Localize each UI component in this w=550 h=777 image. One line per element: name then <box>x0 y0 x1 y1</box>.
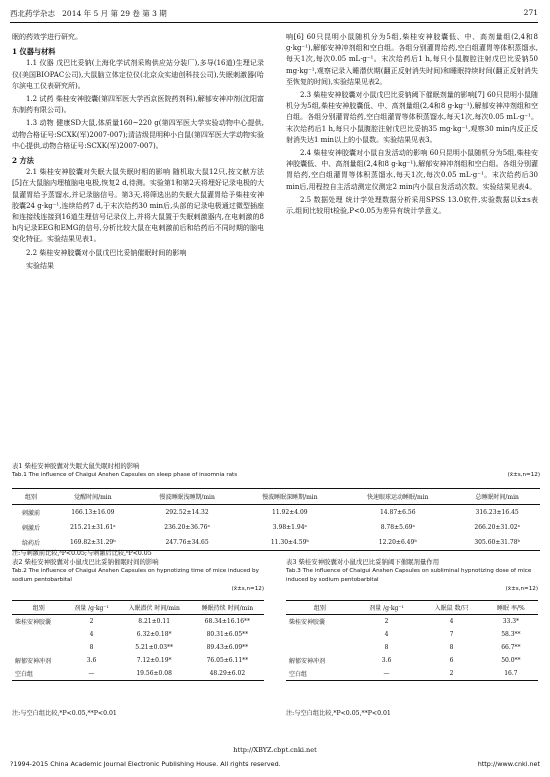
table-header-cell: 组别 <box>12 489 50 505</box>
table-cell: 6.32±0.18* <box>136 631 172 638</box>
table-cell: 4 <box>89 631 94 638</box>
paragraph: 响[6] 60只昆明小鼠随机分为5组,柴桂安神胶囊低、中、高剂量组(2,4和8 g·kg⁻¹),解郁安神冲剂组和空白组。各组分别灌胃给药,空白组灌胃等体积蒸馏水,每天1次,每次0.05 mL·g⁻¹。末次给药后1 h,每只小鼠腹腔注射戊巴比妥钠50 mg·kg⁻¹,观察记录入睡潜伏期(翻正反射消失时间)和睡眠持续时间(翻正反射消失至恢复的时间),实验结果见表2。 <box>286 33 538 86</box>
table-cell: 柴桂安神胶囊 <box>289 619 326 626</box>
table2-caption-en: Tab.2 The influence of Chaigui Anshen Capsules on hypnotizing time of mice induced by sodium pentobarbital <box>12 568 259 583</box>
table2-caption <box>12 558 264 594</box>
table-cell: 8 <box>449 644 454 651</box>
paragraph: 眠的药效学进行研究。 <box>12 33 82 41</box>
table-cell: 14.87±6.56 <box>379 509 416 516</box>
table-cell: 169.82±31.29ᵇ <box>50 535 136 551</box>
table2-stat: (x̄±s,n=12) <box>231 586 264 592</box>
table1-note: 注:与刺激前比较,ᵃP<0.05;与刺激后比较,ᵇP<0.05 <box>12 550 152 557</box>
table1-caption-en: Tab.1 The influence of Chaigui Anshen Capsules on sleep phase of insomnia rats (x̄±s,n=12) <box>12 472 540 478</box>
table-cell: 305.60±31.78ᵇ <box>454 535 540 551</box>
table-cell: 76.05±6.11** <box>206 657 249 664</box>
table-cell <box>12 628 66 641</box>
table-cell: 3.98±1.94ᵃ <box>272 524 307 531</box>
table-cell: 12.20±6.49ᵇ <box>341 535 454 551</box>
table-cell: 215.21±31.61ᵃ <box>70 524 116 531</box>
table-cell: 3.6 <box>86 657 97 664</box>
table-cell: 解郁安神冲剂 <box>289 658 326 665</box>
table-cell: 8 <box>384 644 389 651</box>
table-row <box>12 667 264 681</box>
table-cell: 柴桂安神胶囊 <box>15 619 52 626</box>
table3-caption <box>286 558 538 594</box>
table-header-cell: 慢波睡眠浅睡期/min <box>136 489 239 505</box>
table-cell: 266.20±31.02ᵃ <box>474 524 520 531</box>
table-header-cell: 慢波睡眠深睡期/min <box>238 489 341 505</box>
table3-stat: (x̄±s,n=12) <box>505 586 538 592</box>
table-cell: 11.92±4.09 <box>272 509 308 516</box>
table-cell: 89.43±6.09** <box>206 644 249 651</box>
header-rule <box>10 22 538 23</box>
table3-caption-cn: 表3 柴桂安神胶囊对小鼠戊巴比妥钠阈下催眠剂量作用 <box>286 558 440 566</box>
table-header-cell: 快速眼球运动睡眠/min <box>341 489 454 505</box>
right-column <box>286 32 538 219</box>
paragraph: 2.3 柴桂安神胶囊对小鼠戊巴比妥钠阈下催眠剂量的影响[7] 60只昆明小鼠随机分为5组,柴桂安神胶囊低、中、高剂量组(2,4和8 g·kg⁻¹),解郁安神冲剂组和空白组。各组分别灌胃给药,空白组灌胃等体积蒸馏水,每天1次,每次0.05 mL·g⁻¹。末次给药后1 h,每只小鼠腹腔注射戊巴比妥钠35 mg·kg⁻¹,观察30 min内反正反射消失达1 min以上的小鼠数。实验结果见表3。 <box>286 91 538 144</box>
table-cell: 5.21±0.03** <box>135 644 174 651</box>
table-row <box>286 641 538 654</box>
table-cell: 166.13±16.09 <box>71 509 115 516</box>
paragraph: 1.3 动物 健康SD大鼠,体质量160~220 g(第四军医大学实验动物中心提供,动物合格证号:SCXK(军)2007-007);清洁级昆明种小白鼠(第四军医大学动物实验中心提供,动物合格证号:SCXK(军)2007-007)。 <box>12 119 264 150</box>
table-cell: 33.3* <box>502 618 520 625</box>
table-cell: 空白组 <box>12 667 66 681</box>
table-cell: 68.34±16.16** <box>204 618 251 625</box>
journal-title: 西北药学杂志 2014 年 5 月 第 29 卷 第 3 期 <box>10 9 167 18</box>
table-header-cell: 入眠潜伏 时间/min <box>118 601 191 615</box>
copyright-line <box>10 760 540 768</box>
table-header-cell: 总睡眠时间/min <box>454 489 540 505</box>
table-cell: 给药后 <box>12 535 50 551</box>
table-cell: — <box>354 667 420 681</box>
table-row <box>286 615 538 629</box>
table-cell: 6 <box>449 657 454 664</box>
table-header-cell: 睡眠持续 时间/min <box>191 601 264 615</box>
table3-caption-en: Tab.3 The influence of Chaigui Anshen Capsules on subliminal hypnotizing dose of mice induced by sodium pentobarbital <box>286 568 532 583</box>
paragraph: 2.1 柴桂安神胶囊对失眠大鼠失眠时相的影响 随机取大鼠12只,按文献方法[5]在大鼠脑内埋植脑电电极,恢复2 d,待测。实验第1和第2天将埋好记录电极的大鼠灌胃给予蒸馏水,并记录脑信号。第3天,将筛选出的失眠大鼠灌胃给予柴桂安神胶囊24 g·kg⁻¹,连续给药7 d,于末次给药30 min后,头部的记录电极通过微型插座和连接线连接到16道生理信号记录仪上,并将大鼠置于失眠刺激器内,在电刺激的8 h内记录EEG和EMG的信号,分析比较大鼠在电刺激前后和给药后不同时期的脑电变化特征。实验结果见表1。 <box>12 168 264 244</box>
paragraph: 1.2 试药 柴桂安神胶囊(第四军医大学西京医院药剂科),解郁安神冲剂(沈阳富东制药有限公司)。 <box>12 95 264 115</box>
left-column <box>12 32 264 274</box>
table-row <box>286 654 538 667</box>
table-row <box>12 628 264 641</box>
page-header <box>10 8 538 22</box>
table-header-cell: 剂量 /g·kg⁻¹ <box>66 601 118 615</box>
table-cell: 66.7** <box>501 644 521 651</box>
section-heading: 1 仪器与材料 <box>12 47 56 57</box>
table-cell: 4 <box>449 618 454 625</box>
table-cell: 2 <box>384 618 389 625</box>
table-cell: 空白组 <box>286 667 354 681</box>
table-cell: 2 <box>89 618 94 625</box>
table1-caption-cn: 表1 柴桂安神胶囊对失眠大鼠失眠时相的影响 <box>12 462 140 470</box>
table-row <box>12 654 264 667</box>
table-header-cell: 睡眠 率/% <box>484 601 538 615</box>
table-cell: 58.3** <box>501 631 521 638</box>
table-row <box>286 667 538 681</box>
table-cell: 19.56±0.08 <box>118 667 191 681</box>
copyright-text: ?1994-2015 China Academic Journal Electronic Publishing House. All rights reserved. <box>10 760 281 768</box>
table-row <box>286 628 538 641</box>
table2 <box>12 600 264 681</box>
section-heading: 2 方法 <box>12 156 34 166</box>
paragraph: 2.4 柴桂安神胶囊对小鼠自发活动的影响 60只昆明小鼠随机分为5组,柴桂安神胶囊低、中、高剂量组(2,4和8 g·kg⁻¹),解郁安神冲剂组和空白组。各组分别灌胃给药,空白组灌胃等体积蒸馏水,每天1次,每次0.05 mL·g⁻¹。末次给药后30 min后,用程控自主活动测定仪测定2 min内小鼠自发活动次数。实验结果见表4。 <box>286 149 538 191</box>
table-cell: 316.23±16.45 <box>475 509 519 516</box>
issue-info: 2014 年 5 月 第 29 卷 第 3 期 <box>62 9 167 18</box>
table-cell: 50.0** <box>501 657 521 664</box>
table-cell: 7 <box>449 631 454 638</box>
paragraph: 2.2 柴桂安神胶囊对小鼠戊巴比妥钠催眠时间的影响 <box>26 248 187 257</box>
table-cell: 16.7 <box>484 667 538 681</box>
table-cell <box>12 641 66 654</box>
table-cell: 236.20±36.76ᵃ <box>164 524 210 531</box>
table-cell: 4 <box>384 631 389 638</box>
table1-caption <box>12 462 540 480</box>
table-cell <box>286 628 354 641</box>
journal-url: http://XBYZ.cbpt.cnki.net <box>233 746 317 754</box>
table-cell: 48.29±6.02 <box>191 667 264 681</box>
table1 <box>12 488 540 551</box>
cnki-site-link[interactable]: http://www.cnki.net <box>477 760 540 768</box>
table-cell: 11.30±4.59ᵇ <box>238 535 341 551</box>
table-cell: 7.12±0.19* <box>136 657 172 664</box>
table-cell: 2 <box>419 667 483 681</box>
table-cell: 解郁安神冲剂 <box>15 658 52 665</box>
table-cell: 292.52±14.32 <box>165 509 209 516</box>
table2-caption-cn: 表2 柴桂安神胶囊对小鼠戊巴比妥钠催眠时间的影响 <box>12 558 159 566</box>
table-cell: 8.78±5.69ᵃ <box>380 524 415 531</box>
table-cell: 8.21±0.11 <box>138 618 171 625</box>
table-cell <box>286 641 354 654</box>
paragraph-tail: 实验结果 <box>26 261 54 270</box>
table-row <box>12 615 264 629</box>
table-cell: 247.76±34.65 <box>136 535 239 551</box>
page-number: 271 <box>523 8 538 17</box>
paragraph: 1.1 仪器 戊巴比妥钠(上海化学试剂采购供应站分装厂),多导(16道)生理记录仪(美国BIOPAC公司),大鼠脑立体定位仪(北京众实迪创科技公司),失眠刺激器(哈尔滨电工仪表研究所)。 <box>12 59 264 90</box>
table-row <box>12 641 264 654</box>
table-header-cell: 组别 <box>12 601 66 615</box>
table-cell: 刺激前 <box>22 510 41 517</box>
table-cell: — <box>66 667 118 681</box>
table-row <box>12 520 540 535</box>
table-header-cell: 组别 <box>286 601 354 615</box>
table-cell: 3.6 <box>381 657 392 664</box>
table-header-cell: 入眠鼠 数/只 <box>419 601 483 615</box>
table-cell: 80.31±6.05** <box>206 631 249 638</box>
table3-note: 注:与空白组比较,*P<0.05,**P<0.01 <box>286 710 391 717</box>
table-cell: 刺激后 <box>22 525 41 532</box>
table-row <box>12 505 540 521</box>
paragraph: 2.5 数据处理 统计学处理数据分析采用SPSS 13.0软件,实验数据以x̄±s表示,组间比较用t检验,P<0.05为差异有统计学意义。 <box>286 195 538 216</box>
table2-note: 注:与空白组比较,*P<0.05,**P<0.01 <box>12 710 117 717</box>
table3 <box>286 600 538 681</box>
table-header-cell: 觉醒时间/min <box>50 489 136 505</box>
table-cell: 8 <box>89 644 94 651</box>
table-header-cell: 剂量 /g·kg⁻¹ <box>354 601 420 615</box>
